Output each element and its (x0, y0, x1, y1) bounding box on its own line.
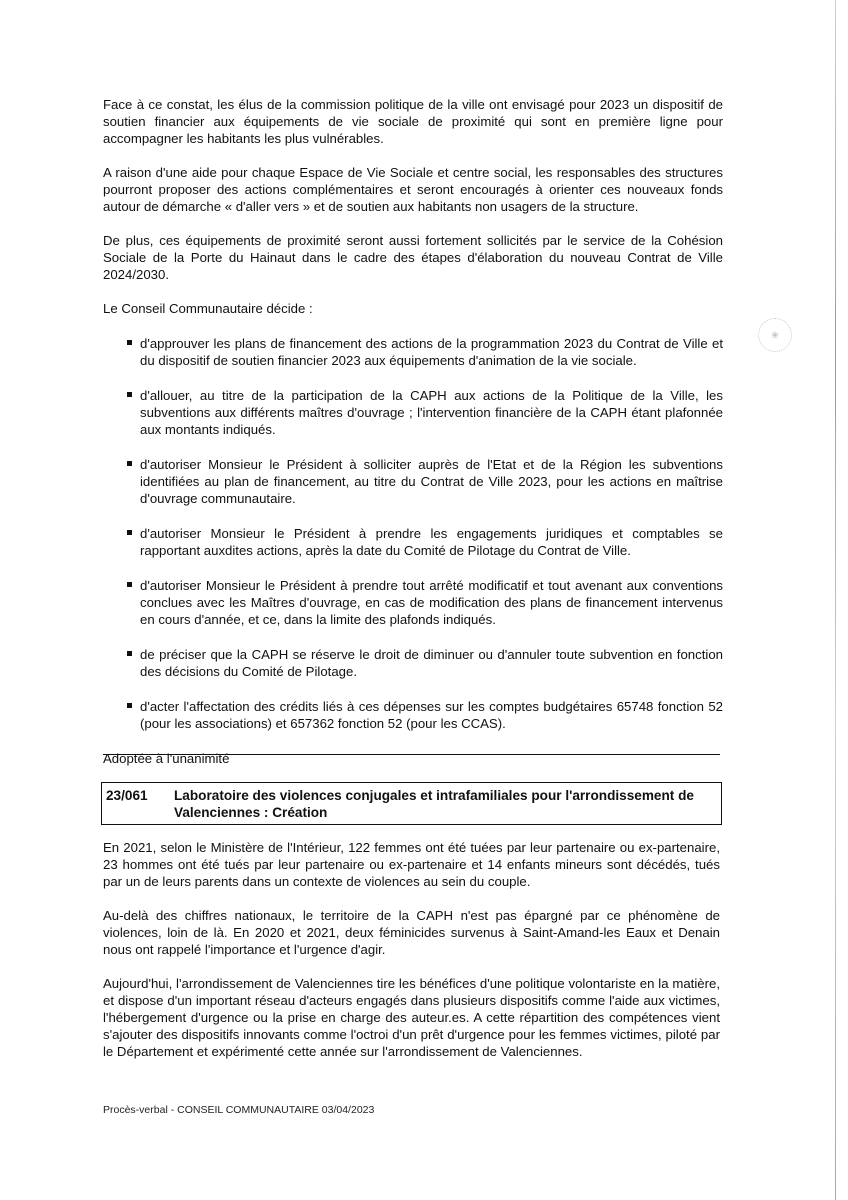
section-title: Laboratoire des violences conjugales et intrafamiliales pour l'arrondissement de Valenciennes : Création (174, 788, 694, 820)
bullet-icon (127, 530, 132, 535)
decision-item (103, 456, 723, 507)
decision-item (103, 335, 723, 369)
bullet-icon (127, 582, 132, 587)
document-body-bottom (103, 839, 720, 1077)
document-body-top (103, 96, 723, 767)
faint-stamp-mark: ❀ (758, 318, 792, 352)
section-number: 23/061 (106, 788, 148, 803)
decision-item (103, 525, 723, 559)
decision-text: d'autoriser Monsieur le Président à solliciter auprès de l'Etat et de la Région les subventions identifiées au plan de financement, au titre du Contrat de Ville 2023, pour les actions en maîtrise d'ouvrage communautaire. (140, 457, 723, 506)
paragraph: Aujourd'hui, l'arrondissement de Valenciennes tire les bénéfices d'une politique volontariste en la matière, et dispose d'un important réseau d'acteurs engagés dans plusieurs dispositifs comme l'aide aux victimes, l'hébergement d'urgence ou la prise en charge des auteur.es. A cette répartition des compétences vient s'ajouter des dispositifs innovants comme l'octroi d'un prêt d'urgence pour les femmes victimes, piloté par le Département et expérimenté cette année sur l'arrondissement de Valenciennes. (103, 976, 720, 1059)
adoption-statement: Adoptée à l'unanimité (103, 751, 230, 766)
decision-text: d'autoriser Monsieur le Président à prendre tout arrêté modificatif et tout avenant aux conventions conclues avec les Maîtres d'ouvrage, en cas de modification des plans de financement intervenus en cours d'année, et ce, dans la limite des plafonds indiqués. (140, 578, 723, 627)
bullet-icon (127, 651, 132, 656)
decision-text: d'allouer, au titre de la participation de la CAPH aux actions de la Politique de la Ville, les subventions aux différents maîtres d'ouvrage ; l'intervention financière de la CAPH étant plafonnée aux montants indiqués. (140, 388, 723, 437)
paragraph: A raison d'une aide pour chaque Espace de Vie Sociale et centre social, les responsables des structures pourront proposer des actions complémentaires et seront encouragés à orienter ces nouveaux fonds autour de démarche « d'aller vers » et de soutien aux habitants non usagers de la structure. (103, 165, 723, 214)
decision-text: d'autoriser Monsieur le Président à prendre les engagements juridiques et comptables se rapportant auxdites actions, après la date du Comité de Pilotage du Contrat de Ville. (140, 526, 723, 558)
bullet-icon (127, 703, 132, 708)
decision-item (103, 698, 723, 732)
paragraph: Face à ce constat, les élus de la commission politique de la ville ont envisagé pour 2023 un dispositif de soutien financier aux équipements de vie sociale de proximité qui sont en première ligne pour accompagner les habitants les plus vulnérables. (103, 97, 723, 146)
decision-item (103, 387, 723, 438)
decision-list (103, 335, 723, 732)
page-footer: Procès-verbal - CONSEIL COMMUNAUTAIRE 03/04/2023 (103, 1104, 375, 1116)
section-heading-box (101, 782, 722, 825)
decision-intro: Le Conseil Communautaire décide : (103, 301, 313, 316)
decision-item (103, 646, 723, 680)
paragraph: Au-delà des chiffres nationaux, le territoire de la CAPH n'est pas épargné par ce phénomène de violences, loin de là. En 2020 et 2021, deux féminicides survenus à Saint-Amand-les Eaux et Denain nous ont rappelé l'importance et l'urgence d'agir. (103, 908, 720, 957)
bullet-icon (127, 392, 132, 397)
bullet-icon (127, 461, 132, 466)
decision-text: d'acter l'affectation des crédits liés à ces dépenses sur les comptes budgétaires 65748 fonction 52 (pour les associations) et 657362 fonction 52 (pour les CCAS). (140, 699, 723, 731)
paragraph: De plus, ces équipements de proximité seront aussi fortement sollicités par le service de la Cohésion Sociale de la Porte du Hainaut dans le cadre des étapes d'élaboration du nouveau Contrat de Ville 2024/2030. (103, 233, 723, 282)
bullet-icon (127, 340, 132, 345)
decision-text: de préciser que la CAPH se réserve le droit de diminuer ou d'annuler toute subvention en fonction des décisions du Comité de Pilotage. (140, 647, 723, 679)
decision-text: d'approuver les plans de financement des actions de la programmation 2023 du Contrat de Ville et du dispositif de soutien financier 2023 aux équipements d'animation de la vie sociale. (140, 336, 723, 368)
decision-item (103, 577, 723, 628)
section-divider (103, 754, 720, 755)
scan-edge-line (835, 0, 836, 1200)
paragraph: En 2021, selon le Ministère de l'Intérieur, 122 femmes ont été tuées par leur partenaire ou ex-partenaire, 23 hommes ont été tués par leur partenaire ou ex-partenaire et 14 enfants mineurs sont décédés, tués par un de leurs parents dans un contexte de violences au sein du couple. (103, 840, 720, 889)
